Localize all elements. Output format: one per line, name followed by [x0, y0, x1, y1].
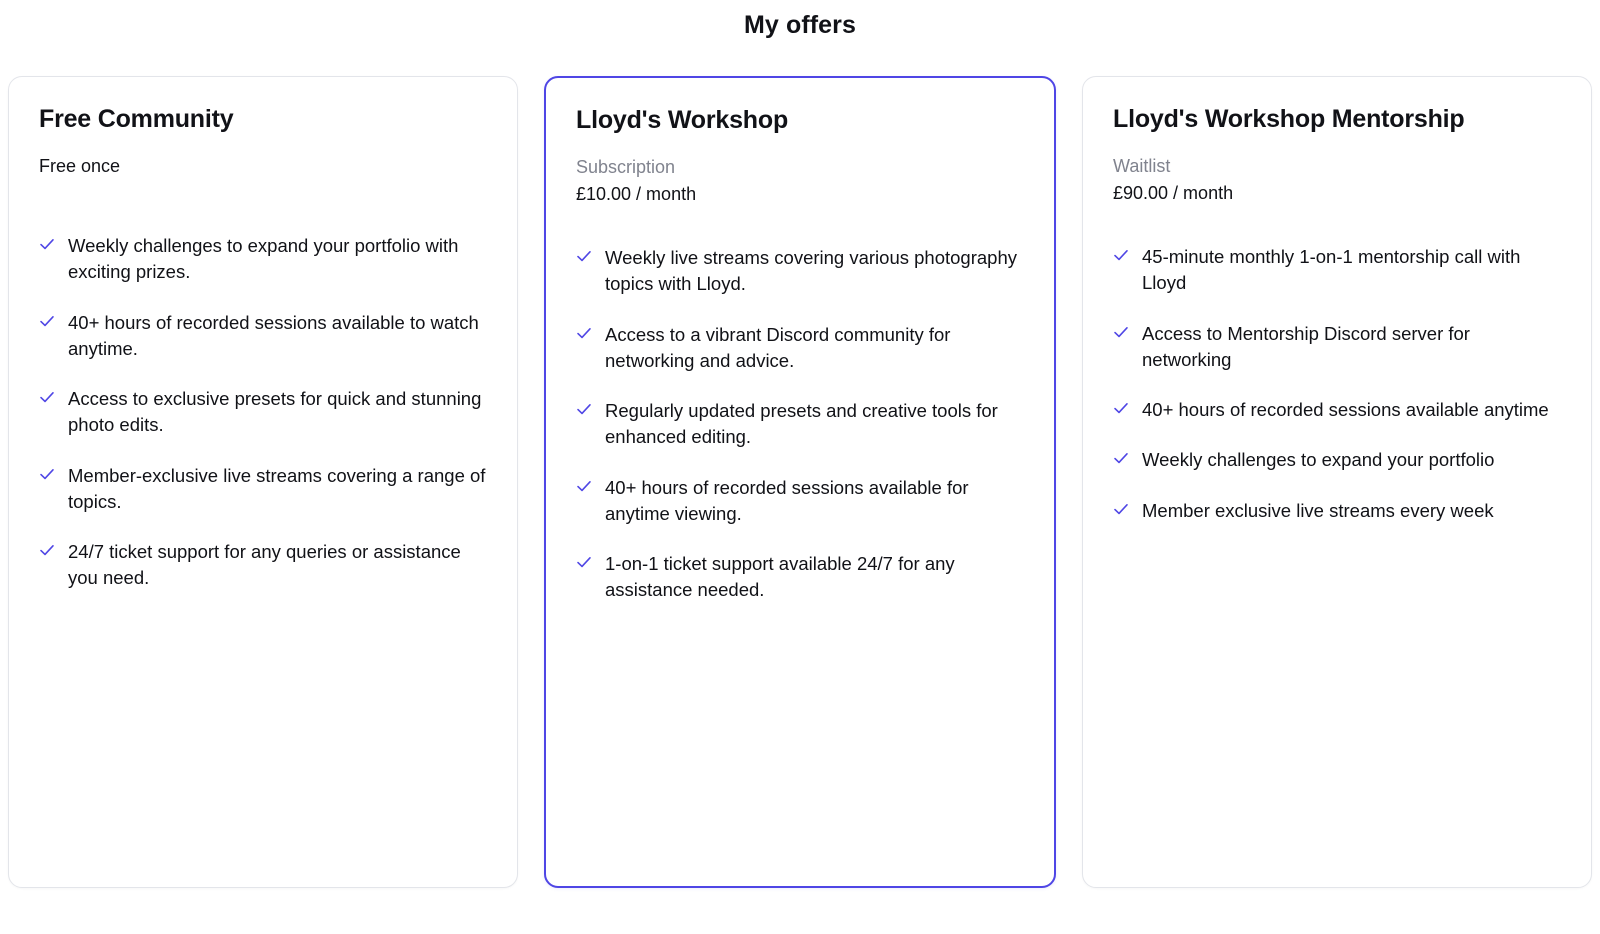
list-item — [1113, 498, 1561, 524]
offer-card-lloyds-workshop[interactable] — [544, 76, 1056, 888]
offer-card-subtitle: Subscription — [576, 157, 676, 177]
feature-text: Access to a vibrant Discord community for networking and advice. — [605, 323, 951, 371]
feature-text: 1-on-1 ticket support available 24/7 for any assistance needed. — [605, 553, 955, 601]
check-icon — [576, 554, 592, 572]
check-icon — [576, 325, 592, 343]
check-icon — [1113, 501, 1129, 519]
list-item — [39, 310, 487, 363]
list-item — [576, 551, 1024, 604]
list-item — [576, 322, 1024, 375]
check-icon — [1113, 450, 1129, 468]
list-item — [576, 475, 1024, 528]
offer-card-price: £90.00 / month — [1113, 183, 1234, 203]
list-item — [39, 539, 487, 592]
list-item — [576, 398, 1024, 451]
offer-feature-list — [39, 233, 487, 592]
offer-feature-list — [576, 245, 1024, 604]
list-item — [1113, 244, 1561, 297]
feature-text: Weekly challenges to expand your portfolio with exciting prizes. — [68, 235, 459, 283]
feature-text: 40+ hours of recorded sessions available for anytime viewing. — [605, 476, 969, 524]
list-item — [39, 386, 487, 439]
offer-cards-container — [0, 40, 1600, 888]
offer-card-title: Free Community — [39, 105, 234, 133]
feature-text: Regularly updated presets and creative tools for enhanced editing. — [605, 400, 998, 448]
list-item — [1113, 397, 1561, 423]
check-icon — [576, 478, 592, 496]
feature-text: 24/7 ticket support for any queries or assistance you need. — [68, 541, 461, 589]
offer-card-price: £10.00 / month — [576, 184, 697, 204]
check-icon — [1113, 400, 1129, 418]
list-item — [39, 233, 487, 286]
feature-text: Access to exclusive presets for quick and stunning photo edits. — [68, 388, 482, 436]
offer-card-subtitle: Waitlist — [1113, 156, 1171, 176]
feature-text: 40+ hours of recorded sessions available to watch anytime. — [68, 311, 479, 359]
check-icon — [39, 313, 55, 331]
page-title: My offers — [743, 11, 857, 39]
list-item — [1113, 447, 1561, 473]
offer-card-title: Lloyd's Workshop — [576, 106, 789, 134]
offer-card-lloyds-workshop-mentorship[interactable] — [1082, 76, 1592, 888]
offer-feature-list — [1113, 244, 1561, 524]
feature-text: Weekly live streams covering various photography topics with Lloyd. — [605, 247, 1017, 295]
feature-text: Access to Mentorship Discord server for networking — [1142, 322, 1470, 370]
offer-card-free-community[interactable] — [8, 76, 518, 888]
check-icon — [39, 466, 55, 484]
feature-text: Member-exclusive live streams covering a range of topics. — [68, 464, 486, 512]
offer-card-subtitle: Free once — [39, 156, 121, 176]
check-icon — [39, 236, 55, 254]
check-icon — [1113, 324, 1129, 342]
feature-text: Member exclusive live streams every week — [1142, 499, 1494, 521]
feature-text: 40+ hours of recorded sessions available anytime — [1142, 399, 1549, 421]
check-icon — [576, 401, 592, 419]
feature-text: 45-minute monthly 1-on-1 mentorship call with Lloyd — [1142, 246, 1521, 294]
feature-text: Weekly challenges to expand your portfolio — [1142, 449, 1495, 471]
check-icon — [39, 542, 55, 560]
check-icon — [1113, 247, 1129, 265]
check-icon — [39, 389, 55, 407]
check-icon — [576, 248, 592, 266]
offer-card-title: Lloyd's Workshop Mentorship — [1113, 105, 1465, 133]
list-item — [1113, 321, 1561, 374]
list-item — [39, 463, 487, 516]
list-item — [576, 245, 1024, 298]
